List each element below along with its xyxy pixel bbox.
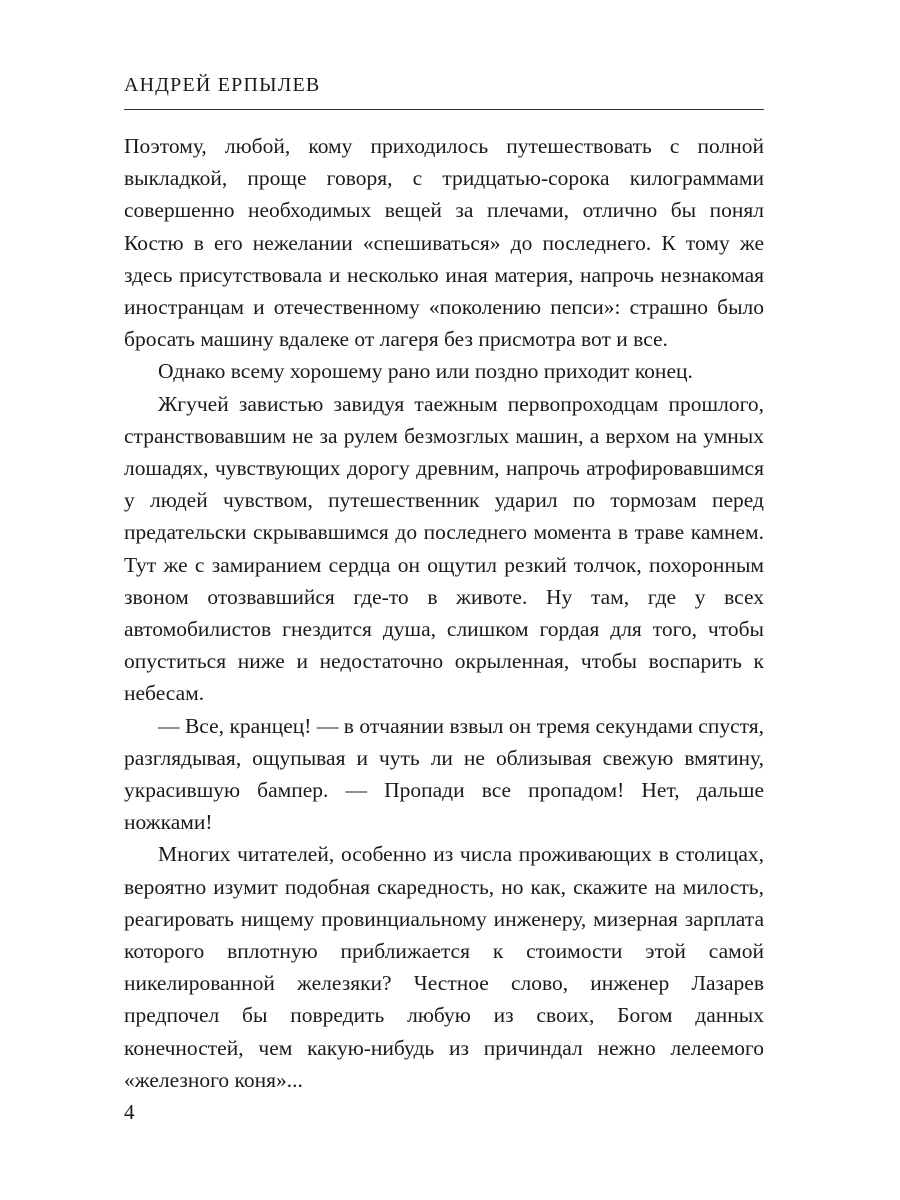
paragraph: — Все, кранцец! — в отчаянии взвыл он тремя секундами спустя, разглядывая, ощупывая и чуть ли не облизывая свежую вмятину, украсившую бампер. — Пропади все пропадом! Нет, дальше ножками!: [124, 713, 764, 835]
paragraph: Поэтому, любой, кому приходилось путешествовать с полной выкладкой, проще говоря, с тридцатью-сорока килограммами совершенно необходимых вещей за плечами, отлично бы понял Костю в его нежелании «спешиваться» до последнего. К тому же здесь присутствовала и несколько иная материя, напрочь незнакомая иностранцам и отечественному «поколению пепси»: страшно было бросать машину вдалеке от лагеря без присмотра вот и все.: [124, 134, 764, 352]
paragraph: Многих читателей, особенно из числа проживающих в столицах, вероятно изумит подобная скаредность, но как, скажите на милость, реагировать нищему провинциальному инженеру, мизерная зарплата которого вплотную приближается к стоимости этой самой никелированной железяки? Честное слово, инженер Лазарев предпочел бы повредить любую из своих, Богом данных конечностей, чем какую-нибудь из причиндал нежно лелеемого «железного коня»...: [124, 842, 764, 1092]
paragraph: Жгучей завистью завидуя таежным первопроходцам прошлого, странствовавшим не за рулем безмозглых машин, а верхом на умных лошадях, чувствующих дорогу древним, напрочь атрофировавшимся у людей чувством, путешественник ударил по тормозам перед предательски скрывавшимся до последнего момента в траве камнем. Тут же с замиранием сердца он ощутил резкий толчок, похоронным звоном отозвавшийся где-то в животе. Ну там, где у всех автомобилистов гнездится душа, слишком гордая для того, чтобы опуститься ниже и недостаточно окрыленная, чтобы воспарить к небесам.: [124, 391, 764, 706]
paragraph: Однако всему хорошему рано или поздно приходит конец.: [158, 359, 693, 384]
running-head-author: АНДРЕЙ ЕРПЫЛЕВ: [124, 74, 321, 96]
body-text: [124, 130, 764, 1096]
page-number: 4: [124, 1100, 135, 1124]
header-rule: [124, 109, 764, 110]
